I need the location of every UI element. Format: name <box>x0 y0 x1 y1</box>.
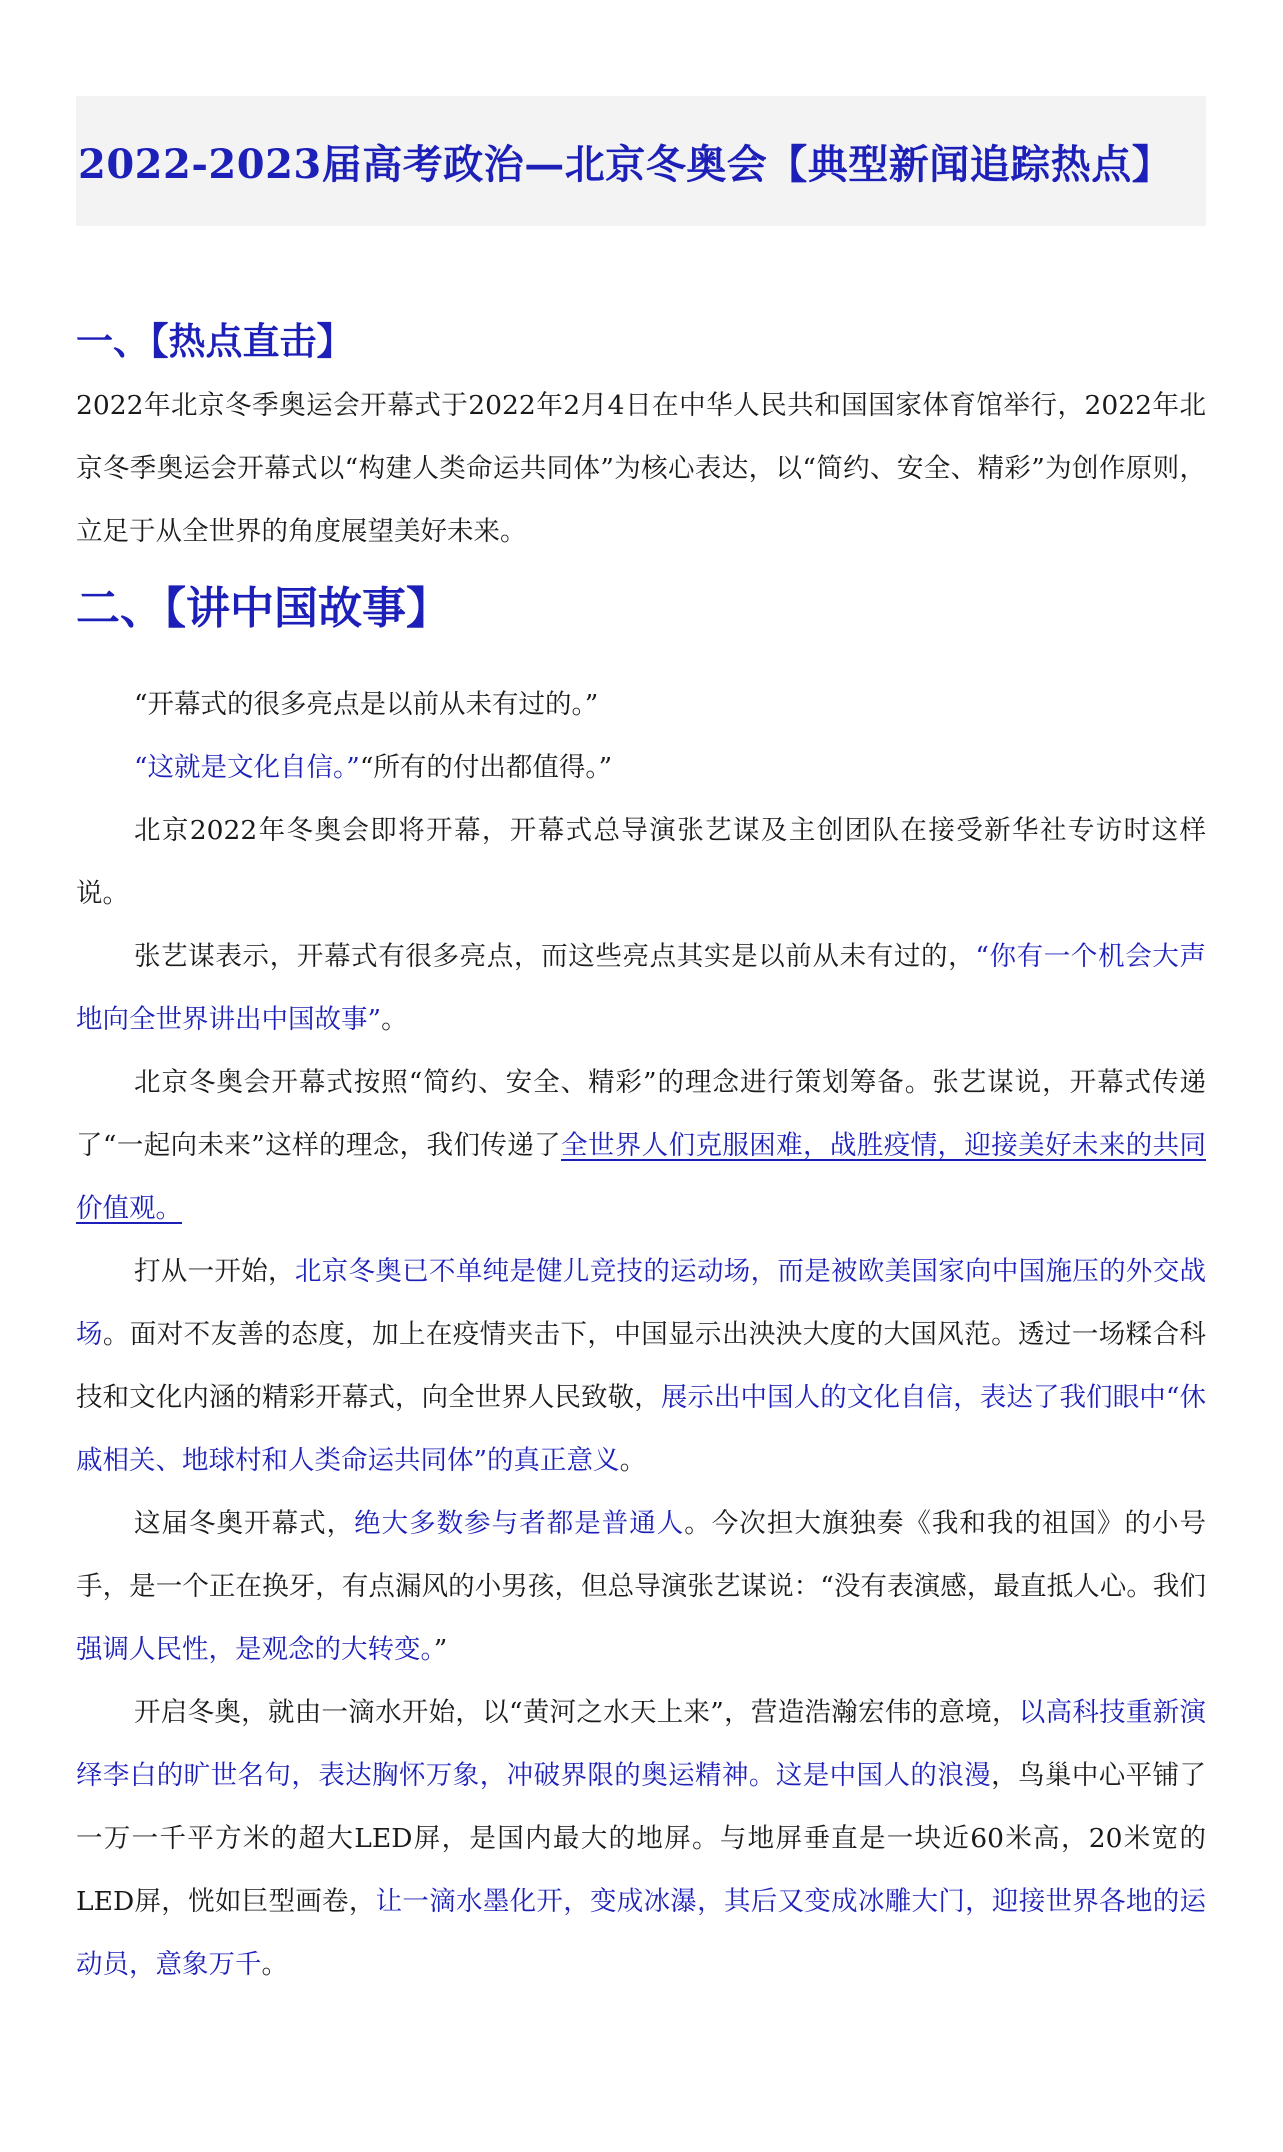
highlight-cultural-confidence: 展示出中国人的文化自信，表达了我们眼中“休戚相关、地球村和人类命运共同体”的真正意义 <box>76 1382 1206 1476</box>
quote-highlights: “开幕式的很多亮点是以前从未有过的。” <box>134 689 599 720</box>
text-run: ，鸟巢中心平铺了一万一千平方米的超大LED屏，是国内最大的地屏。与地屏垂直是一块近60米高，20米宽的LED屏，恍如巨型画卷， <box>76 1760 1207 1917</box>
highlight-li-bai: 以高科技重新演绎李白的旷世名句，表达胸怀万象，冲破界限的奥运精神。这是中国人的浪漫 <box>76 1697 1206 1791</box>
paragraph-concept <box>76 1051 1206 1240</box>
paragraph-interview: 北京2022年冬奥会即将开幕，开幕式总导演张艺谋及主创团队在接受新华社专访时这样说。 <box>76 815 1206 909</box>
paragraph-highlights <box>76 925 1206 1051</box>
title-box <box>76 96 1206 226</box>
highlight-diplomatic-arena: 北京冬奥已不单纯是健儿竞技的运动场，而是被欧美国家向中国施压的外交战场 <box>76 1256 1207 1350</box>
document-title: 2022-2023届高考政治—北京冬奥会【典型新闻追踪热点】 <box>78 140 1173 188</box>
highlight-ordinary-people: 绝大多数参与者都是普通人 <box>354 1508 685 1539</box>
quote-worth-it: “所有的付出都值得。” <box>359 752 613 783</box>
section-heading-china-story: 二、【讲中国故事】 <box>76 583 450 634</box>
section-heading-hotspot: 一、【热点直击】 <box>76 319 354 363</box>
quote-cultural-confidence: “这就是文化自信。” <box>134 752 360 783</box>
text-run: 。今次担大旗独奏《我和我的祖国》的小号手，是一个正在换牙，有点漏风的小男孩，但总导演张艺谋说：“没有表演感，最直抵人心。我们 <box>76 1508 1207 1602</box>
text-run: 。面对不友善的态度，加上在疫情夹击下，中国显示出泱泱大度的大国风范。透过一场糅合科技和文化内涵的精彩开幕式，向全世界人民致敬， <box>76 1319 1207 1413</box>
text-run: 开启冬奥，就由一滴水开始，以“黄河之水天上来”，营造浩瀚宏伟的意境， <box>134 1697 1019 1728</box>
underlined-shared-values: 全世界人们克服困难，战胜疫情，迎接美好未来的共同价值观。 <box>76 1130 1206 1224</box>
text-run: 打从一开始， <box>134 1256 295 1287</box>
paragraph-water-drop <box>76 1681 1206 1996</box>
text-run: 。 <box>619 1445 647 1476</box>
text-run: 北京冬奥会开幕式按照“简约、安全、精彩”的理念进行策划筹备。张艺谋说，开幕式传递了“一起向未来”这样的理念，我们传递了 <box>76 1067 1206 1161</box>
text-run: 。 <box>381 1004 408 1035</box>
highlight-ink-drop: 让一滴水墨化开，变成冰瀑，其后又变成冰雕大门，迎接世界各地的运动员，意象万千 <box>76 1886 1206 1980</box>
highlight-tell-story: “你有一个机会大声地向全世界讲出中国故事” <box>76 941 1206 1035</box>
paragraph-diplomacy <box>76 1240 1206 1492</box>
text-run: 这届冬奥开幕式， <box>134 1508 355 1539</box>
section-hotspot-body: 2022年北京冬季奥运会开幕式于2022年2月4日在中华人民共和国国家体育馆举行，2022年北京冬季奥运会开幕式以“构建人类命运共同体”为核心表达，以“简约、安全、精彩”为创作原则，立足于从全世界的角度展望美好未来。 <box>76 390 1206 547</box>
text-run: 张艺谋表示，开幕式有很多亮点，而这些亮点其实是以前从未有过的， <box>134 941 976 972</box>
quote-confidence <box>76 736 1206 799</box>
highlight-people-centered: 强调人民性，是观念的大转变。 <box>76 1634 434 1665</box>
document-page <box>76 96 1206 1996</box>
paragraph-ordinary-people <box>76 1492 1206 1681</box>
text-run: 。 <box>261 1949 288 1980</box>
text-run: ” <box>433 1634 448 1665</box>
